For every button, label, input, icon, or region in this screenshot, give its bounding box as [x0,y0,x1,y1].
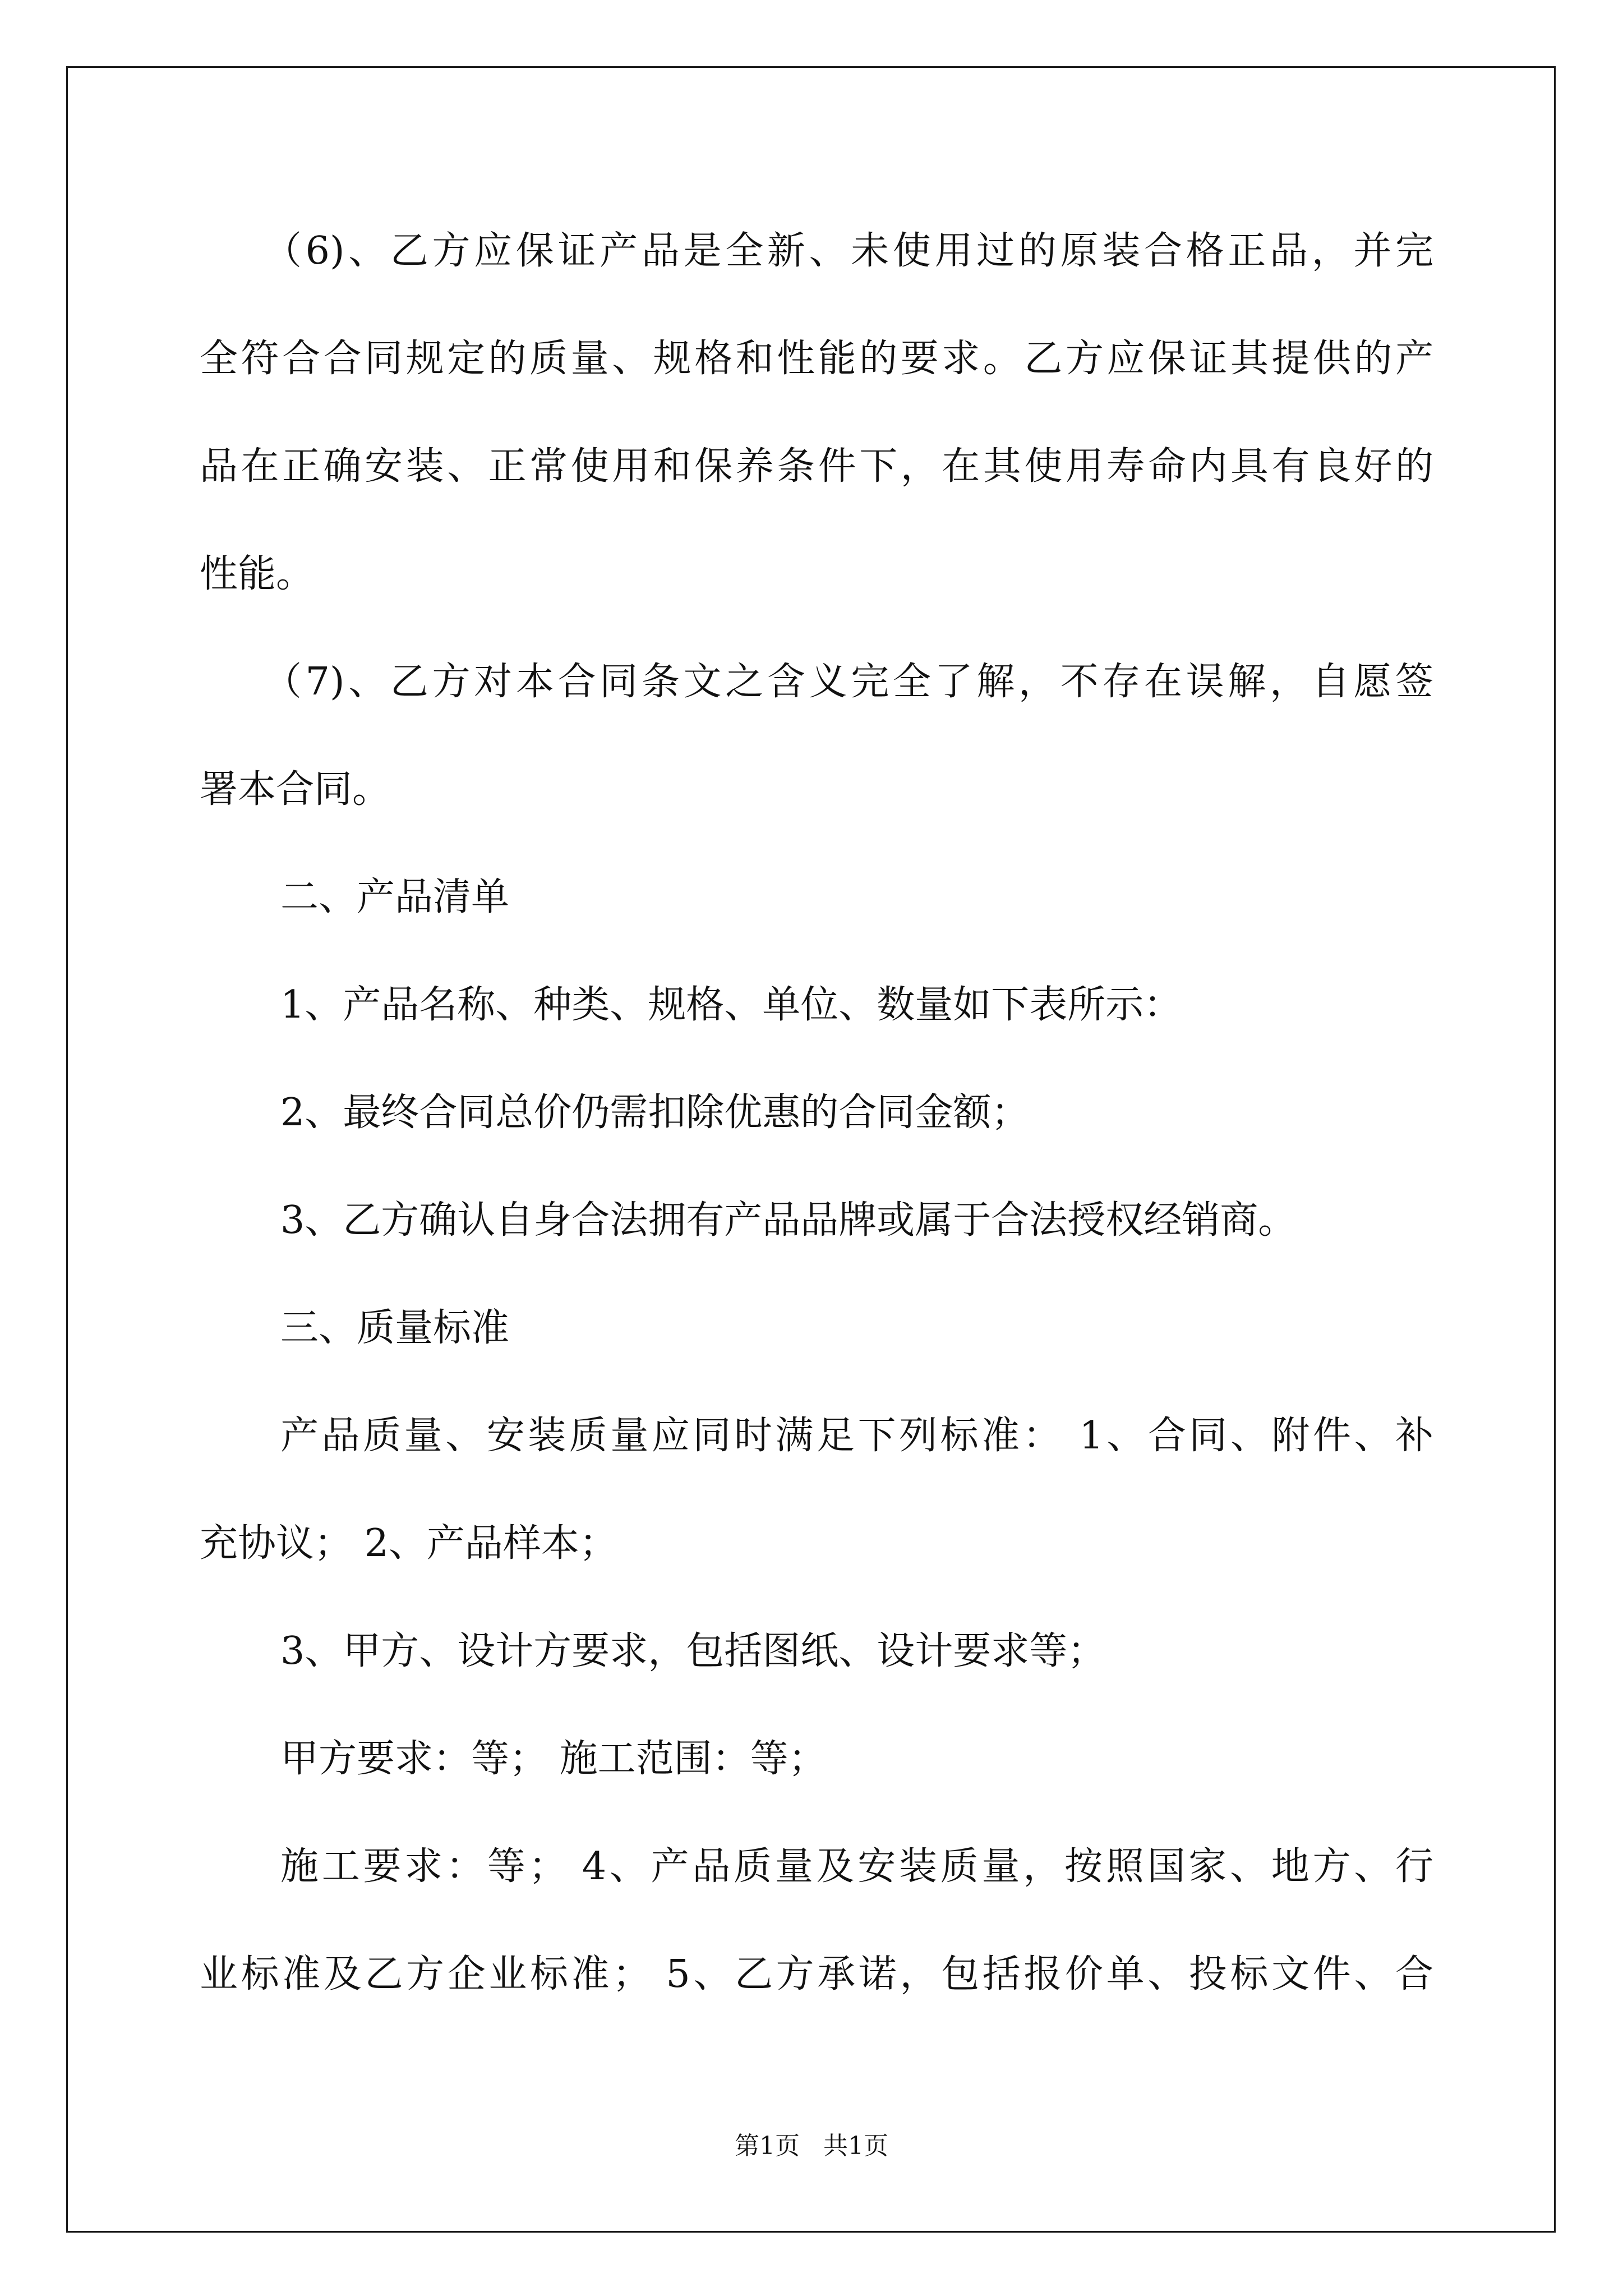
section-heading-quality-standard: 三、质量标准 [280,1306,510,1350]
construction-requirements-line-1: 施工要求：等； 4、产品质量及安装质量，按照国家、地方、行 [280,1844,1433,1889]
paragraph-6-line-3: 品在正确安装、正常使用和保养条件下，在其使用寿命内具有良好的 [200,444,1433,489]
owner-requirements-line: 甲方要求：等； 施工范围：等； [280,1737,827,1781]
list-item-2: 2、最终合同总价仍需扣除优惠的合同金额； [280,1091,1030,1135]
list-item-1: 1、产品名称、种类、规格、单位、数量如下表所示： [280,983,1182,1027]
quality-paragraph-line-1: 产品质量、安装质量应同时满足下列标准： 1、合同、附件、补 [280,1414,1433,1458]
page-footer: 第1页 共1页 [735,2132,888,2160]
quality-item-3: 3、甲方、设计方要求，包括图纸、设计要求等； [280,1629,1106,1673]
paragraph-7-line-1: （7)、乙方对本合同条文之含义完全了解，不存在误解，自愿签 [264,660,1433,704]
paragraph-7-line-2: 署本合同。 [200,767,391,812]
construction-requirements-line-2: 业标准及乙方企业标准； 5、乙方承诺，包括报价单、投标文件、合 [200,1952,1433,1996]
paragraph-6-line-4: 性能。 [200,552,315,596]
paragraph-6-line-1: （6)、乙方应保证产品是全新、未使用过的原装合格正品，并完 [264,229,1433,273]
section-heading-product-list: 二、产品清单 [280,875,510,919]
quality-paragraph-line-2: 充协议； 2、产品样本； [200,1521,617,1566]
page-border [66,66,1556,2233]
paragraph-6-line-2: 全符合合同规定的质量、规格和性能的要求。乙方应保证其提供的产 [200,337,1433,381]
list-item-3: 3、乙方确认自身合法拥有产品品牌或属于合法授权经销商。 [280,1198,1297,1243]
